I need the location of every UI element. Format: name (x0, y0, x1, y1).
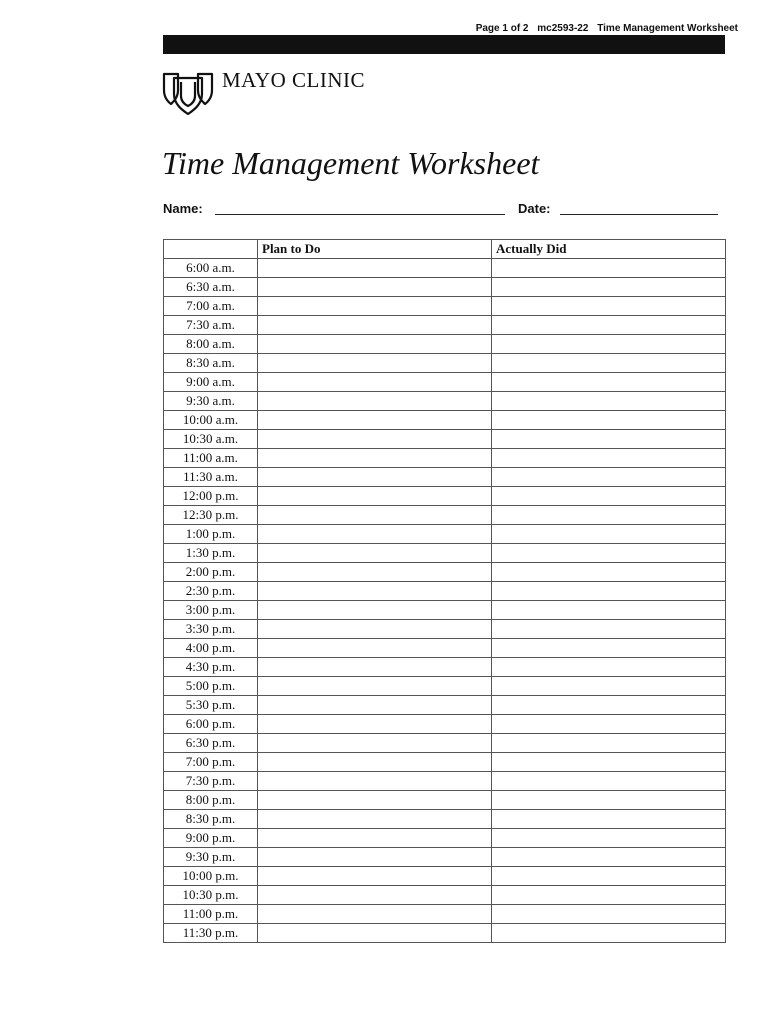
plan-to-do-cell[interactable] (258, 411, 492, 430)
actually-did-cell[interactable] (492, 639, 726, 658)
name-date-row (163, 200, 725, 220)
table-row (164, 829, 726, 848)
schedule-body (164, 259, 726, 943)
plan-to-do-cell[interactable] (258, 620, 492, 639)
table-row (164, 734, 726, 753)
time-slot-label: 11:30 a.m. (164, 468, 258, 487)
table-row (164, 924, 726, 943)
date-label: Date: (518, 201, 551, 216)
actually-did-cell[interactable] (492, 335, 726, 354)
actual-column-header: Actually Did (492, 240, 726, 259)
plan-to-do-cell[interactable] (258, 715, 492, 734)
table-row (164, 411, 726, 430)
actually-did-cell[interactable] (492, 772, 726, 791)
actually-did-cell[interactable] (492, 487, 726, 506)
plan-to-do-cell[interactable] (258, 924, 492, 943)
time-slot-label: 4:00 p.m. (164, 639, 258, 658)
time-slot-label: 3:00 p.m. (164, 601, 258, 620)
table-row (164, 354, 726, 373)
table-row (164, 810, 726, 829)
actually-did-cell[interactable] (492, 449, 726, 468)
plan-to-do-cell[interactable] (258, 487, 492, 506)
actually-did-cell[interactable] (492, 734, 726, 753)
document-id: mc2593-22 (537, 23, 589, 34)
plan-to-do-cell[interactable] (258, 658, 492, 677)
plan-column-header: Plan to Do (258, 240, 492, 259)
mayo-clinic-logo (162, 68, 365, 116)
actually-did-cell[interactable] (492, 392, 726, 411)
time-slot-label: 7:30 a.m. (164, 316, 258, 335)
document-title-header: Time Management Worksheet (597, 23, 738, 34)
plan-to-do-cell[interactable] (258, 278, 492, 297)
actually-did-cell[interactable] (492, 867, 726, 886)
actually-did-cell[interactable] (492, 259, 726, 278)
time-slot-label: 4:30 p.m. (164, 658, 258, 677)
table-row (164, 449, 726, 468)
plan-to-do-cell[interactable] (258, 791, 492, 810)
plan-to-do-cell[interactable] (258, 677, 492, 696)
actually-did-cell[interactable] (492, 696, 726, 715)
table-row (164, 297, 726, 316)
table-row (164, 791, 726, 810)
time-slot-label: 10:30 a.m. (164, 430, 258, 449)
plan-to-do-cell[interactable] (258, 582, 492, 601)
actually-did-cell[interactable] (492, 886, 726, 905)
header-bar (163, 35, 725, 54)
plan-to-do-cell[interactable] (258, 867, 492, 886)
time-slot-label: 1:30 p.m. (164, 544, 258, 563)
plan-to-do-cell[interactable] (258, 639, 492, 658)
time-column-header (164, 240, 258, 259)
table-row (164, 392, 726, 411)
time-slot-label: 9:30 a.m. (164, 392, 258, 411)
plan-to-do-cell[interactable] (258, 316, 492, 335)
plan-to-do-cell[interactable] (258, 354, 492, 373)
time-slot-label: 2:30 p.m. (164, 582, 258, 601)
actually-did-cell[interactable] (492, 506, 726, 525)
actually-did-cell[interactable] (492, 354, 726, 373)
time-slot-label: 3:30 p.m. (164, 620, 258, 639)
table-row (164, 772, 726, 791)
page-title: Time Management Worksheet (162, 145, 540, 181)
table-row (164, 373, 726, 392)
date-field[interactable] (560, 214, 718, 215)
table-row (164, 316, 726, 335)
plan-to-do-cell[interactable] (258, 905, 492, 924)
time-slot-label: 6:00 p.m. (164, 715, 258, 734)
table-row (164, 525, 726, 544)
plan-to-do-cell[interactable] (258, 848, 492, 867)
table-row (164, 715, 726, 734)
plan-to-do-cell[interactable] (258, 734, 492, 753)
logo-wordmark: MAYO CLINIC (222, 68, 365, 92)
time-slot-label: 11:30 p.m. (164, 924, 258, 943)
table-row (164, 335, 726, 354)
plan-to-do-cell[interactable] (258, 468, 492, 487)
time-slot-label: 8:00 p.m. (164, 791, 258, 810)
table-row (164, 259, 726, 278)
actually-did-cell[interactable] (492, 411, 726, 430)
table-row (164, 582, 726, 601)
time-slot-label: 12:30 p.m. (164, 506, 258, 525)
time-slot-label: 10:30 p.m. (164, 886, 258, 905)
actually-did-cell[interactable] (492, 658, 726, 677)
table-row (164, 848, 726, 867)
table-row (164, 468, 726, 487)
plan-to-do-cell[interactable] (258, 373, 492, 392)
table-row (164, 677, 726, 696)
table-row (164, 563, 726, 582)
plan-to-do-cell[interactable] (258, 772, 492, 791)
table-row (164, 658, 726, 677)
plan-to-do-cell[interactable] (258, 430, 492, 449)
table-row (164, 430, 726, 449)
mayo-shields-logo-icon (162, 68, 214, 116)
time-slot-label: 12:00 p.m. (164, 487, 258, 506)
time-slot-label: 6:30 a.m. (164, 278, 258, 297)
time-slot-label: 7:00 p.m. (164, 753, 258, 772)
table-row (164, 886, 726, 905)
time-slot-label: 9:00 a.m. (164, 373, 258, 392)
actually-did-cell[interactable] (492, 791, 726, 810)
plan-to-do-cell[interactable] (258, 753, 492, 772)
actually-did-cell[interactable] (492, 316, 726, 335)
table-row (164, 639, 726, 658)
actually-did-cell[interactable] (492, 924, 726, 943)
time-slot-label: 9:30 p.m. (164, 848, 258, 867)
table-row (164, 905, 726, 924)
page-header (470, 23, 738, 34)
time-slot-label: 8:30 a.m. (164, 354, 258, 373)
plan-to-do-cell[interactable] (258, 886, 492, 905)
time-slot-label: 2:00 p.m. (164, 563, 258, 582)
table-row (164, 487, 726, 506)
name-label: Name: (163, 201, 203, 216)
table-row (164, 867, 726, 886)
time-slot-label: 7:30 p.m. (164, 772, 258, 791)
plan-to-do-cell[interactable] (258, 563, 492, 582)
plan-to-do-cell[interactable] (258, 544, 492, 563)
actually-did-cell[interactable] (492, 468, 726, 487)
time-slot-label: 5:00 p.m. (164, 677, 258, 696)
name-field[interactable] (215, 214, 505, 215)
page-number: Page 1 of 2 (475, 23, 529, 34)
table-row (164, 506, 726, 525)
plan-to-do-cell[interactable] (258, 829, 492, 848)
actually-did-cell[interactable] (492, 582, 726, 601)
actually-did-cell[interactable] (492, 563, 726, 582)
actually-did-cell[interactable] (492, 753, 726, 772)
table-row (164, 753, 726, 772)
schedule-table (163, 239, 726, 943)
plan-to-do-cell[interactable] (258, 392, 492, 411)
time-slot-label: 6:30 p.m. (164, 734, 258, 753)
actually-did-cell[interactable] (492, 601, 726, 620)
time-slot-label: 10:00 a.m. (164, 411, 258, 430)
table-row (164, 696, 726, 715)
table-row (164, 278, 726, 297)
actually-did-cell[interactable] (492, 905, 726, 924)
plan-to-do-cell[interactable] (258, 297, 492, 316)
plan-to-do-cell[interactable] (258, 810, 492, 829)
actually-did-cell[interactable] (492, 373, 726, 392)
actually-did-cell[interactable] (492, 715, 726, 734)
plan-to-do-cell[interactable] (258, 696, 492, 715)
actually-did-cell[interactable] (492, 430, 726, 449)
actually-did-cell[interactable] (492, 278, 726, 297)
time-slot-label: 11:00 a.m. (164, 449, 258, 468)
plan-to-do-cell[interactable] (258, 525, 492, 544)
table-header-row (164, 240, 726, 259)
plan-to-do-cell[interactable] (258, 506, 492, 525)
plan-to-do-cell[interactable] (258, 335, 492, 354)
plan-to-do-cell[interactable] (258, 259, 492, 278)
table-row (164, 544, 726, 563)
actually-did-cell[interactable] (492, 829, 726, 848)
plan-to-do-cell[interactable] (258, 449, 492, 468)
actually-did-cell[interactable] (492, 677, 726, 696)
actually-did-cell[interactable] (492, 544, 726, 563)
actually-did-cell[interactable] (492, 525, 726, 544)
actually-did-cell[interactable] (492, 848, 726, 867)
time-slot-label: 7:00 a.m. (164, 297, 258, 316)
time-slot-label: 5:30 p.m. (164, 696, 258, 715)
time-slot-label: 11:00 p.m. (164, 905, 258, 924)
time-slot-label: 9:00 p.m. (164, 829, 258, 848)
actually-did-cell[interactable] (492, 297, 726, 316)
time-slot-label: 6:00 a.m. (164, 259, 258, 278)
table-row (164, 620, 726, 639)
actually-did-cell[interactable] (492, 810, 726, 829)
time-slot-label: 8:30 p.m. (164, 810, 258, 829)
time-slot-label: 10:00 p.m. (164, 867, 258, 886)
plan-to-do-cell[interactable] (258, 601, 492, 620)
table-row (164, 601, 726, 620)
time-slot-label: 8:00 a.m. (164, 335, 258, 354)
time-slot-label: 1:00 p.m. (164, 525, 258, 544)
actually-did-cell[interactable] (492, 620, 726, 639)
